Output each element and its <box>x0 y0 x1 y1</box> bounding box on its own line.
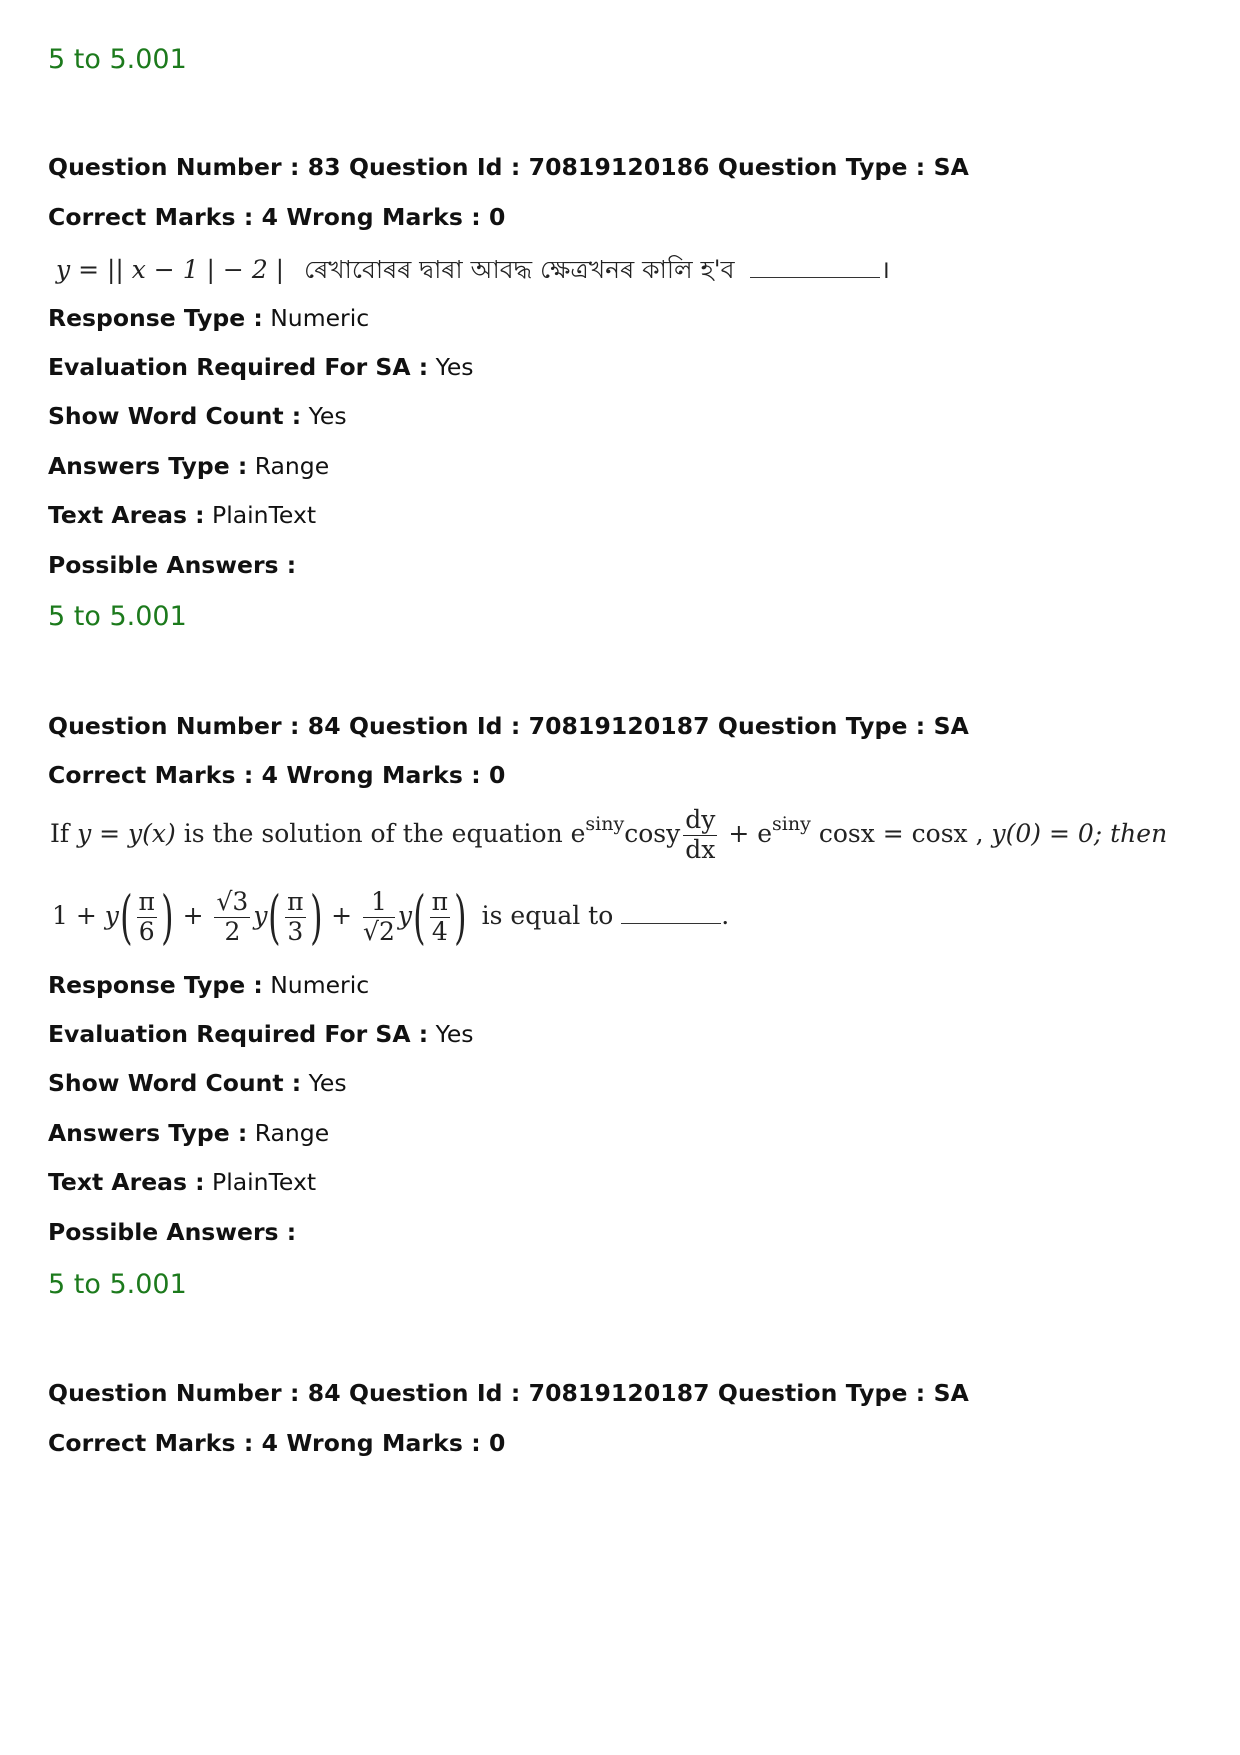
field-answers-type: Answers Type : Range <box>48 1119 330 1147</box>
math-y: y <box>253 900 268 930</box>
question-marks: Correct Marks : 4 Wrong Marks : 0 <box>48 203 506 231</box>
math-expr: cosy <box>624 818 681 848</box>
question-text-line-1 <box>50 806 1167 865</box>
field-answers-type: Answers Type : Range <box>48 452 330 480</box>
math-exponent: siny <box>772 812 811 835</box>
possible-answer-value: 5 to 5.001 <box>48 44 187 75</box>
question-text <box>56 250 890 293</box>
field-evaluation-required: Evaluation Required For SA : Yes <box>48 1020 474 1048</box>
math-expr: cosx = cosx , <box>818 818 984 848</box>
question-text-line-2: 1 + y( $\frac{\pi}{6}$ ) + $\frac{√3}{2}$ y( $\frac{\pi}{3}$ ) + $\frac{1}{√2}$ y( $\frac{\pi}{4}$ ) is equal to . <box>52 883 730 952</box>
question-marks: Correct Marks : 4 Wrong Marks : 0 <box>48 761 506 789</box>
sentence-end-mark: । <box>880 255 890 284</box>
possible-answer-value: 5 to 5.001 <box>48 601 187 632</box>
math-exponent: siny <box>585 812 625 835</box>
question-header: Question Number : 83 Question Id : 70819120186 Question Type : SA <box>48 153 969 181</box>
math-expr: y = y(x) <box>77 818 176 848</box>
math-text: is equal to <box>481 900 614 930</box>
answer-blank <box>750 277 880 278</box>
math-e: e <box>757 818 773 848</box>
question-header: Question Number : 84 Question Id : 70819120187 Question Type : SA <box>48 1379 969 1407</box>
math-fraction: $\frac{dy}{dx}$ <box>685 805 716 864</box>
math-text: 1 + <box>52 900 97 930</box>
math-fraction: $\frac{\pi}{6}$ <box>138 887 155 946</box>
math-op: + <box>331 900 353 930</box>
math-fraction: $\frac{\pi}{4}$ <box>431 887 449 946</box>
field-show-word-count: Show Word Count : Yes <box>48 402 347 430</box>
field-show-word-count: Show Word Count : Yes <box>48 1069 347 1097</box>
math-fraction: $\frac{√3}{2}$ <box>216 887 249 946</box>
field-response-type: Response Type : Numeric <box>48 971 370 999</box>
question-math: y = || x − 1 | − 2 | <box>56 255 285 284</box>
math-y: y <box>104 900 119 930</box>
field-evaluation-required: Evaluation Required For SA : Yes <box>48 353 474 381</box>
field-response-type: Response Type : Numeric <box>48 304 370 332</box>
sentence-end-mark: . <box>721 900 730 930</box>
math-expr: y(0) = 0; then <box>991 818 1168 848</box>
math-y: y <box>397 900 412 930</box>
math-fraction: $\frac{\pi}{3}$ <box>287 887 304 946</box>
math-text: is the solution of the equation <box>183 818 563 848</box>
question-marks: Correct Marks : 4 Wrong Marks : 0 <box>48 1429 506 1457</box>
possible-answer-value: 5 to 5.001 <box>48 1269 187 1300</box>
field-possible-answers: Possible Answers : <box>48 1218 297 1246</box>
math-op: + <box>728 818 750 848</box>
math-op: + <box>182 900 204 930</box>
question-header: Question Number : 84 Question Id : 70819120187 Question Type : SA <box>48 712 969 740</box>
field-text-areas: Text Areas : PlainText <box>48 1168 317 1196</box>
question-assamese-text: ৰেখাবোৰৰ দ্বাৰা আবদ্ধ ক্ষেত্ৰখনৰ কালি হ'ব <box>304 255 735 284</box>
field-possible-answers: Possible Answers : <box>48 551 297 579</box>
math-fraction: $\frac{1}{√2}$ <box>363 887 395 946</box>
math-text: If <box>50 818 70 848</box>
answer-blank <box>621 923 721 924</box>
field-text-areas: Text Areas : PlainText <box>48 501 317 529</box>
math-e: e <box>570 818 586 848</box>
